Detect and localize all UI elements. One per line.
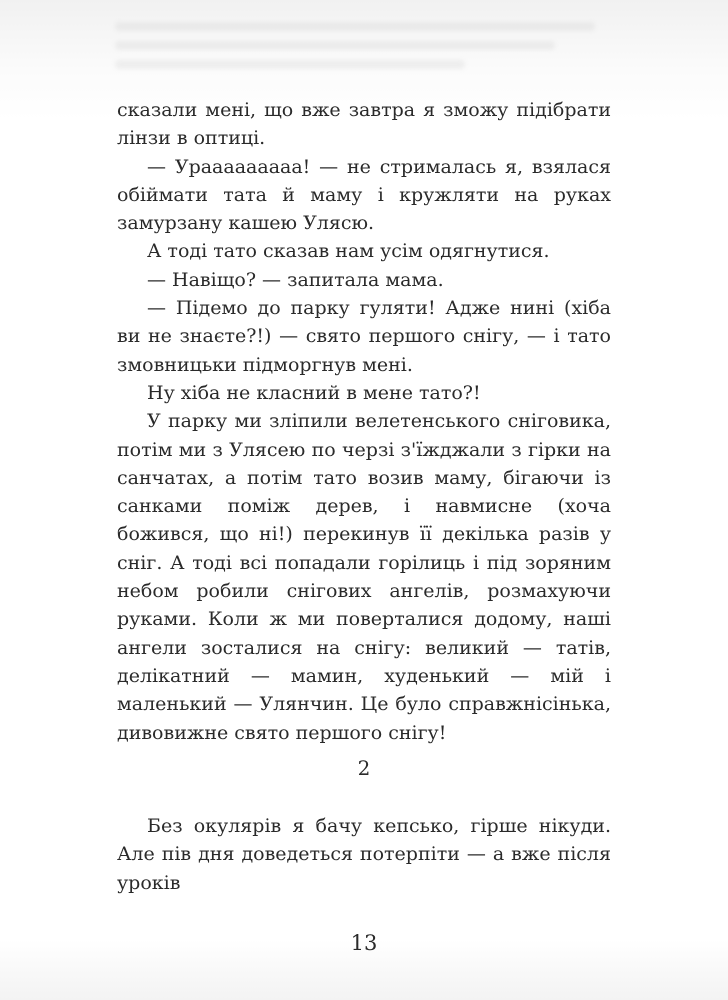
chapter-number: 2 bbox=[357, 756, 371, 780]
paragraph: сказали мені, що вже завтра я зможу підібрати лінзи в оптиці. bbox=[117, 99, 611, 150]
paragraph: — Підемо до парку гуляти! Адже нині (хіба ви не знаєте?!) — свято першого снігу, — і тато змовницьки підморгнув мені. bbox=[117, 297, 611, 376]
paragraph: А тоді тато сказав нам усім одягнутися. bbox=[147, 240, 550, 263]
paragraph: Без окулярів я бачу кепсько, гірше нікуди. Але пів дня доведеться потерпіти — а вже після уроків bbox=[117, 815, 611, 894]
page-number: 13 bbox=[350, 931, 378, 955]
paragraph: — Навіщо? — запитала мама. bbox=[147, 268, 444, 291]
paragraph: У парку ми зліпили велетенського сніговика, потім ми з Улясею по черзі з'їжджали з гірки на санчатах, а потім тато возив маму, бігаючи із санками поміж дерев, і навмисне (хоча божився, що ні!) перекинув її декілька разів у сніг. А тоді всі попадали горілиць і під зоряним небом робили снігових ангелів, розмахуючи руками. Коли ж ми поверталися додому, наші ангели зосталися на снігу: великий — татів, делікатний — мамин, худенький — мій і маленький — Улянчин. Це було справжнісінька, дивовижне свято першого снігу! bbox=[117, 410, 611, 744]
show-through-text bbox=[115, 22, 615, 78]
paragraph: — Урааааааааа! — не стрималась я, взялася обіймати тата й маму і кружляти на руках замурзану кашею Улясю. bbox=[117, 155, 611, 235]
chapter-text bbox=[117, 96, 611, 747]
paragraph: Ну хіба не класний в мене тато?! bbox=[147, 381, 481, 404]
next-chapter-text bbox=[117, 812, 611, 897]
